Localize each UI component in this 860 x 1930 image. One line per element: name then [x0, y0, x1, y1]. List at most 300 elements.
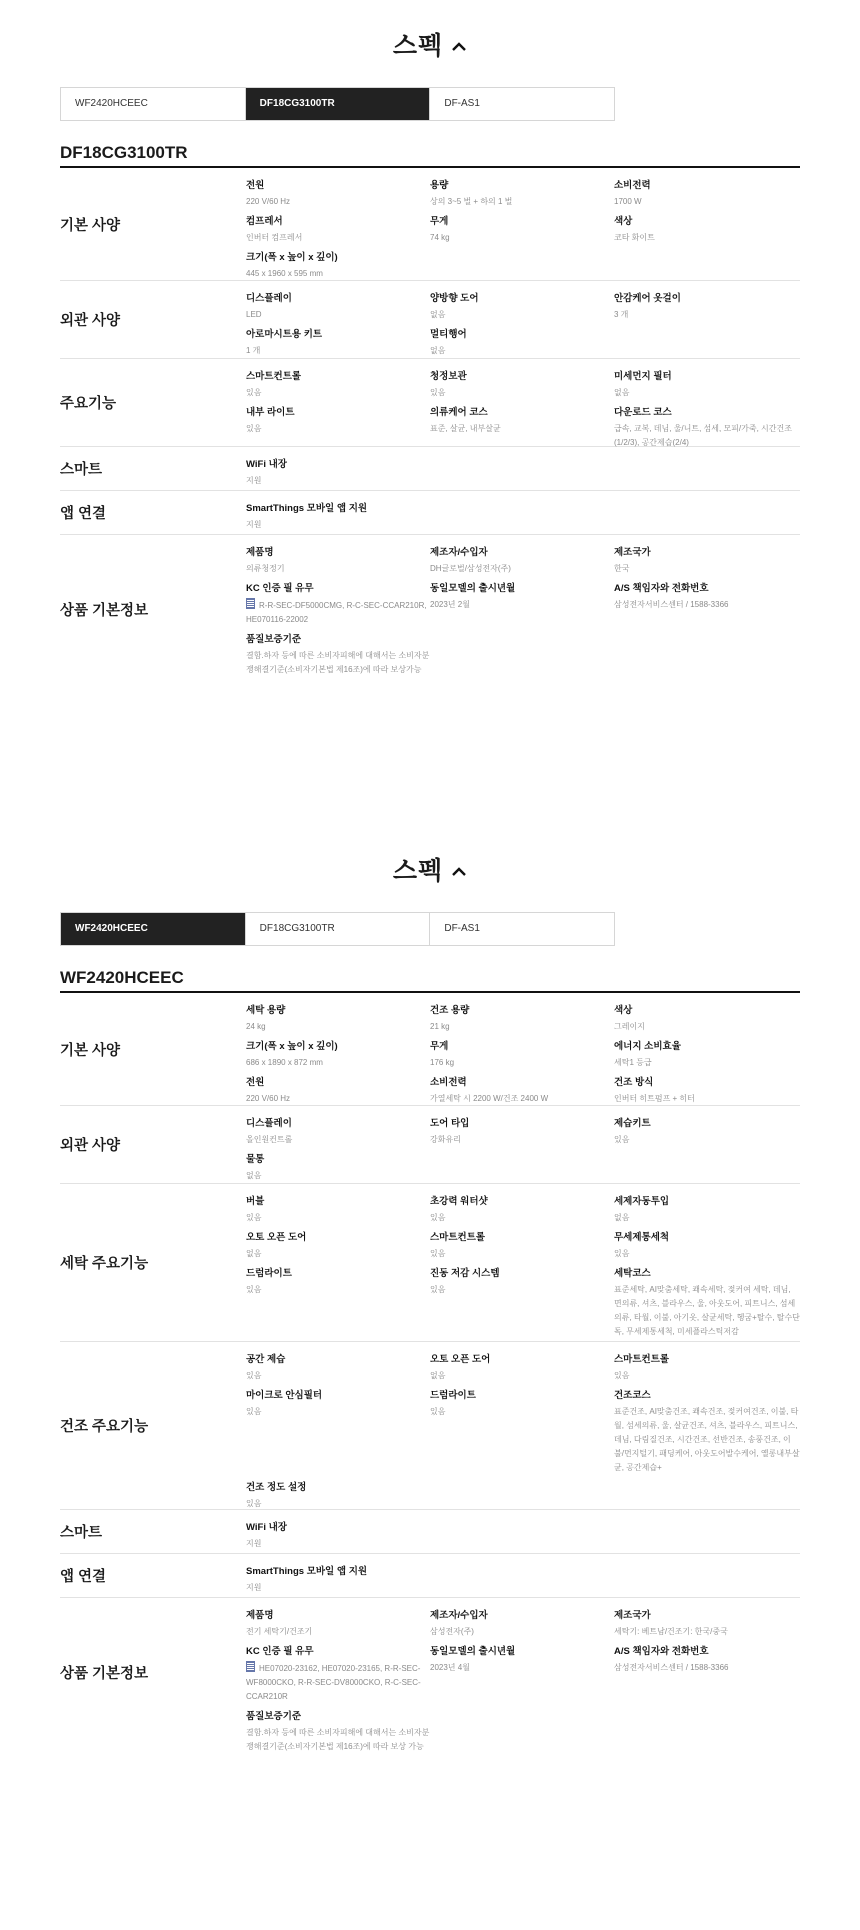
spec-item-value: [614, 598, 800, 612]
spec-item-value-text: 220 V/60 Hz: [246, 197, 291, 206]
spec-item-key: 마이크로 안심필터: [246, 1390, 323, 1401]
spec-item-key: 컴프레서: [246, 216, 283, 227]
spec-item-value-text: 없음: [246, 1171, 262, 1180]
spec-group: [60, 491, 800, 535]
spec-item: [246, 1389, 430, 1481]
spec-item: [614, 215, 800, 251]
model-tabs: [60, 87, 615, 121]
spec-group: [60, 168, 800, 281]
spec-item-key: 건조 정도 설정: [246, 1482, 307, 1493]
spec-item-key: 물통: [246, 1154, 265, 1165]
spec-item-key: 스마트컨트롤: [246, 371, 302, 382]
spec-item-key: 색상: [614, 1005, 633, 1016]
spec-item-key: SmartThings 모바일 앱 지원: [246, 1566, 368, 1577]
spec-item-key: 스마트컨트롤: [614, 1354, 670, 1365]
spec-item-value: [430, 231, 614, 245]
spec-item-value-text: 24 kg: [246, 1022, 266, 1031]
spec-item: [430, 582, 614, 633]
spec-item: [246, 1710, 430, 1760]
spec-item-value: [246, 1369, 430, 1383]
spec-item-value: [246, 1405, 430, 1419]
spec-item-key: 진동 저감 시스템: [430, 1268, 500, 1279]
spec-item-key: 무게: [430, 216, 449, 227]
spec-item-value: [246, 422, 430, 436]
spec-item: [614, 1645, 800, 1710]
tab-df-as1[interactable]: DF-AS1: [444, 923, 480, 934]
spec-item-value: [614, 562, 800, 576]
spec-item-value: [430, 195, 614, 209]
spec-item-value: [614, 308, 800, 322]
spec-item: [614, 1004, 800, 1040]
spec-item-key: 오토 오픈 도어: [246, 1232, 307, 1243]
spec-item-value: [246, 1056, 430, 1070]
spec-item-value-text: 삼성전자(주): [430, 1627, 474, 1636]
spec-item-key: 건조 방식: [614, 1077, 654, 1088]
spec-item-value-text: 있음: [430, 1285, 446, 1294]
spec-item-grid: [246, 1342, 800, 1509]
spec-item-value-text: DH글로벌/삼성전자(주): [430, 564, 511, 573]
spec-item-key: 동일모델의 출시년월: [430, 583, 516, 594]
spec-item: [430, 1004, 614, 1040]
spec-item-value: [246, 1497, 430, 1511]
spec-group-label: 앱 연결: [60, 506, 107, 522]
spec-item: [430, 1231, 614, 1267]
spec-item: [614, 582, 800, 633]
spec-item-value: [614, 231, 800, 245]
spec-group: [60, 1554, 800, 1598]
spec-item-value: [430, 1625, 614, 1639]
spec-item-value: [246, 386, 430, 400]
spec-item-key: 소비전력: [614, 180, 651, 191]
spec-group: [60, 1510, 800, 1554]
spec-group: [60, 281, 800, 359]
spec-item: [430, 1609, 614, 1645]
spec-item-key: WiFi 내장: [246, 459, 287, 470]
spec-item-value-text: 있음: [614, 1249, 630, 1258]
spec-item-value: [430, 1283, 614, 1297]
spec-item-value-text: 있음: [246, 1371, 262, 1380]
spec-item: [614, 1389, 800, 1481]
spec-item-key: 품질보증기준: [246, 1711, 302, 1722]
spec-item-value-text: 코타 화이트: [614, 233, 655, 242]
spec-item-value: [246, 1283, 430, 1297]
spec-item-value: [246, 1020, 430, 1034]
spec-item: [614, 1195, 800, 1231]
spec-item-key: A/S 책임자와 전화번호: [614, 1646, 709, 1657]
spec-item: [246, 1645, 430, 1710]
spec-item-value-text: 강화유리: [430, 1135, 461, 1144]
spec-item-key: 청정보관: [430, 371, 467, 382]
spec-title-text: 스펙: [392, 32, 444, 60]
spec-item-value-text: 있음: [246, 1213, 262, 1222]
spec-group-label: 외관 사양: [60, 313, 121, 329]
spec-item-key: 크기(폭 x 높이 x 깊이): [246, 1041, 338, 1052]
spec-item-value: [430, 562, 614, 576]
spec-item: [246, 179, 430, 215]
spec-item-value-text: 1 개: [246, 346, 261, 355]
spec-item-value-text: 있음: [246, 1285, 262, 1294]
spec-item-key: KC 인증 필 유무: [246, 583, 314, 594]
spec-item-key: 색상: [614, 216, 633, 227]
spec-item-key: 무게: [430, 1041, 449, 1052]
spec-item-value-text: 세탁1 등급: [614, 1058, 652, 1067]
spec-item-value-text: 있음: [246, 388, 262, 397]
spec-item-value: [614, 386, 800, 400]
spec-item-value-text: 한국: [614, 564, 630, 573]
spec-item-value-text: LED: [246, 310, 262, 319]
spec-item-value: [614, 1369, 800, 1383]
spec-item-value-text: 220 V/60 Hz: [246, 1094, 291, 1103]
spec-item-value: [246, 562, 430, 576]
spec-item-value: [430, 1405, 614, 1419]
spec-item-grid: [246, 1598, 800, 1751]
spec-item-value: [614, 1092, 800, 1106]
spec-item: [614, 1609, 800, 1645]
spec-item-key: 아로마시트용 키트: [246, 329, 323, 340]
spec-item-value-text: 삼성전자서비스센터 / 1588-3366: [614, 600, 729, 609]
spec-group: [60, 1184, 800, 1342]
spec-item: [246, 546, 430, 582]
spec-item-value-text: 결함.하자 등에 따른 소비자피해에 대해서는 소비자분쟁해결기준(소비자기본법 제16조)에 따라 보상가능: [246, 651, 430, 674]
spec-group-label: 건조 주요기능: [60, 1419, 149, 1435]
tab-wf2420hceec[interactable]: WF2420HCEEC: [61, 88, 246, 120]
spec-item-key: 제품명: [246, 547, 274, 558]
spec-item-value-text: 2023년 4월: [430, 1663, 470, 1672]
spec-item-value: [430, 1661, 614, 1675]
spec-item-value-text: 있음: [614, 1135, 630, 1144]
spec-item-value: [246, 1625, 430, 1639]
spec-item: [246, 292, 430, 328]
tab-df18cg3100tr[interactable]: DF18CG3100TR: [246, 88, 431, 120]
spec-item-key: 품질보증기준: [246, 634, 302, 645]
spec-item: [614, 179, 800, 215]
spec-item-value: [246, 1726, 430, 1754]
spec-item-key: 세제자동투입: [614, 1196, 670, 1207]
spec-item-value: [614, 1625, 800, 1639]
spec-item-key: 제조자/수입자: [430, 1610, 488, 1621]
spec-item-value-text: 표준, 살균, 내부살균: [430, 424, 501, 433]
spec-item-value-text: 있음: [614, 1371, 630, 1380]
spec-group: [60, 447, 800, 491]
spec-group-label: 세탁 주요기능: [60, 1256, 149, 1272]
spec-item-key: 제조자/수입자: [430, 547, 488, 558]
spec-item-value: [246, 231, 430, 245]
spec-item-value: [430, 1211, 614, 1225]
spec-item-key: 미세먼지 필터: [614, 371, 672, 382]
spec-item: [430, 1040, 614, 1076]
spec-item-key: 도어 타입: [430, 1118, 470, 1129]
spec-item-value: [246, 267, 430, 281]
spec-item-value: [430, 1020, 614, 1034]
spec-group-label: 앱 연결: [60, 1569, 107, 1585]
spec-item-value-text: 인버터 히트펌프 + 히터: [614, 1094, 695, 1103]
spec-item-value-text: 없음: [430, 310, 446, 319]
spec-item-grid: [246, 993, 800, 1105]
tab-df-as1[interactable]: DF-AS1: [444, 98, 480, 109]
spec-item-key: 공간 제습: [246, 1354, 286, 1365]
spec-group-label: 상품 기본정보: [60, 602, 149, 619]
spec-item-key: 제조국가: [614, 1610, 651, 1621]
spec-item: [430, 215, 614, 251]
spec-item-value-text: 그레이지: [614, 1022, 645, 1031]
spec-item-value: [246, 195, 430, 209]
spec-item-value: [614, 1056, 800, 1070]
spec-item-value-text: 삼성전자서비스센터 / 1588-3366: [614, 1663, 729, 1672]
spec-item-value-text: 686 x 1890 x 872 mm: [246, 1058, 323, 1067]
spec-group: [60, 535, 800, 683]
spec-item-value-text: 있음: [430, 1249, 446, 1258]
spec-item-key: 세탁코스: [614, 1268, 651, 1279]
spec-title[interactable]: [0, 825, 860, 885]
spec-item: [614, 1231, 800, 1267]
spec-item: [614, 292, 800, 328]
spec-item-value: [614, 1020, 800, 1034]
spec-item-value-text: 전기 세탁기/건조기: [246, 1627, 313, 1636]
spec-item-value-text: 21 kg: [430, 1022, 450, 1031]
spec-item-grid: [246, 281, 800, 358]
spec-item-key: 드럼라이트: [246, 1268, 292, 1279]
spec-item-value: [614, 1405, 800, 1475]
spec-item-value: [430, 386, 614, 400]
spec-item-value-text: 1700 W: [614, 197, 642, 206]
spec-item: [246, 1353, 430, 1389]
spec-item-value-text: 지원: [246, 476, 262, 485]
spec-item-value: [614, 1661, 800, 1675]
spec-group: [60, 359, 800, 447]
spec-item-value-text: 가열세탁 시 2200 W/건조 2400 W: [430, 1094, 549, 1103]
spec-group: [60, 993, 800, 1106]
spec-item-key: KC 인증 필 유무: [246, 1646, 314, 1657]
spec-item: [246, 458, 430, 494]
spec-item-key: 초강력 워터샷: [430, 1196, 488, 1207]
spec-item-grid: [246, 447, 800, 490]
spec-group-label: 주요기능: [60, 396, 117, 412]
spec-item-key: 드럼라이트: [430, 1390, 476, 1401]
spec-item-value-text: 인버터 컴프레서: [246, 233, 303, 242]
spec-group-label: 상품 기본정보: [60, 1665, 149, 1682]
spec-item: [614, 370, 800, 406]
spec-item-value-text: 74 kg: [430, 233, 450, 242]
spec-item-grid: [246, 1106, 800, 1183]
spec-item-value: [246, 1247, 430, 1261]
model-tabs: [60, 912, 615, 946]
spec-item-value-text: 지원: [246, 1583, 262, 1592]
spec-item: [246, 1117, 430, 1153]
spec-item: [246, 502, 430, 538]
spec-item-value: [246, 649, 430, 677]
spec-item-value: [430, 1133, 614, 1147]
spec-item-value: [246, 1169, 430, 1183]
spec-item-value: [430, 1092, 614, 1106]
spec-item-value-text: 지원: [246, 520, 262, 529]
spec-item-value-text: HE07020-23162, HE07020-23165, R-R-SEC-WF8000CKO, R-R-SEC-DV8000CKO, R-C-SEC-CCAR210R: [246, 1664, 421, 1701]
spec-item-value-text: R-R-SEC-DF5000CMG, R-C-SEC-CCAR210R, HE070116-22002: [246, 601, 427, 624]
spec-title[interactable]: [0, 0, 860, 60]
kc-certification-icon: [246, 598, 255, 609]
spec-item-value-text: 올인원컨트롤: [246, 1135, 293, 1144]
spec-item-key: 디스플레이: [246, 1118, 292, 1129]
spec-item-value: [246, 598, 430, 627]
spec-item-key: 내부 라이트: [246, 407, 295, 418]
chevron-up-icon: [451, 867, 467, 877]
spec-item-value-text: 없음: [614, 1213, 630, 1222]
spec-item-value-text: 445 x 1960 x 595 mm: [246, 269, 323, 278]
spec-item-value-text: 급속, 교복, 데님, 울/니트, 섬세, 모피/가죽, 시간건조(1/2/3), 공간제습(2/4): [614, 424, 792, 447]
spec-item: [614, 546, 800, 582]
tab-df18cg3100tr[interactable]: DF18CG3100TR: [246, 913, 431, 945]
spec-section-df18cg3100tr: [0, 0, 860, 825]
spec-item-value-text: 없음: [246, 1249, 262, 1258]
spec-item-key: 스마트컨트롤: [430, 1232, 486, 1243]
spec-item-key: 전원: [246, 180, 265, 191]
spec-item: [246, 370, 430, 406]
spec-item: [430, 546, 614, 582]
spec-item-value: [614, 1133, 800, 1147]
spec-item-key: 제품명: [246, 1610, 274, 1621]
spec-item: [246, 215, 430, 251]
spec-item-value: [430, 598, 614, 612]
spec-item-key: 용량: [430, 180, 449, 191]
spec-item-key: 소비전력: [430, 1077, 467, 1088]
spec-item-value: [430, 1369, 614, 1383]
spec-item: [246, 1004, 430, 1040]
spec-item-value-text: 지원: [246, 1539, 262, 1548]
tab-wf2420hceec[interactable]: WF2420HCEEC: [61, 913, 246, 945]
spec-item-key: 세탁 용량: [246, 1005, 286, 1016]
spec-item-value: [246, 1211, 430, 1225]
spec-item-value: [246, 308, 430, 322]
spec-item-value: [430, 308, 614, 322]
spec-item-value-text: 결함.하자 등에 따른 소비자피해에 대해서는 소비자분쟁해결기준(소비자기본법 제16조)에 따라 보상 가능: [246, 1728, 430, 1751]
spec-item-value: [246, 1661, 430, 1704]
spec-item-value-text: 표준세탁, AI맞춤세탁, 쾌속세탁, 젖커여 세탁, 데님, 면의류, 셔츠, 블라우스, 울, 아웃도어, 피트니스, 섬세의류, 타월, 이불, 아기옷, 살균세탁, 헹굼+탈수, 탈수단독, 무세제통세척, 미세플라스틱저감: [614, 1285, 800, 1336]
kc-certification-icon: [246, 1661, 255, 1672]
spec-item: [246, 1195, 430, 1231]
spec-item-key: 다운로드 코스: [614, 407, 672, 418]
spec-item: [430, 1267, 614, 1345]
spec-item-value: [246, 518, 430, 532]
chevron-up-icon: [451, 42, 467, 52]
model-name: WF2420HCEEC: [60, 968, 184, 987]
spec-item-value-text: 3 개: [614, 310, 629, 319]
spec-item: [246, 582, 430, 633]
spec-group-label: 기본 사양: [60, 1042, 121, 1059]
spec-item-value-text: 없음: [430, 346, 446, 355]
spec-item-value: [430, 422, 614, 436]
spec-item: [614, 1117, 800, 1153]
spec-item-key: 디스플레이: [246, 293, 292, 304]
spec-item-value: [246, 474, 430, 488]
spec-item-key: A/S 책임자와 전화번호: [614, 583, 709, 594]
spec-item-value-text: 없음: [430, 1371, 446, 1380]
spec-item-value: [614, 422, 800, 450]
spec-item-key: 제습키트: [614, 1118, 651, 1129]
spec-item-key: 건조코스: [614, 1390, 651, 1401]
spec-item-key: 의류케어 코스: [430, 407, 488, 418]
spec-item-value: [246, 1537, 430, 1551]
spec-item-key: 안감케어 옷걸이: [614, 293, 681, 304]
spec-item-grid: [246, 491, 800, 534]
spec-item-grid: [246, 535, 800, 683]
spec-group: [60, 1106, 800, 1184]
spec-item-value-text: 세탁기: 베트남/건조기: 한국/중국: [614, 1627, 728, 1636]
spec-group-label: 기본 사양: [60, 217, 121, 234]
spec-item-grid: [246, 1510, 800, 1553]
spec-item-value-text: 있음: [246, 424, 262, 433]
spec-item-value: [246, 1581, 430, 1595]
spec-item-key: 크기(폭 x 높이 x 깊이): [246, 252, 338, 263]
spec-item: [246, 1267, 430, 1345]
spec-item-grid: [246, 1184, 800, 1341]
spec-item-value: [246, 1133, 430, 1147]
spec-item: [614, 1040, 800, 1076]
spec-item-value-text: 의류청정기: [246, 564, 285, 573]
spec-item-value: [430, 1056, 614, 1070]
spec-item-grid: [246, 359, 800, 446]
spec-section-wf2420hceec: [0, 825, 860, 1930]
spec-item: [430, 1117, 614, 1153]
spec-item-key: 멀티행어: [430, 329, 467, 340]
spec-group: [60, 1342, 800, 1510]
spec-item-key: 건조 용량: [430, 1005, 470, 1016]
spec-item-value-text: 있음: [430, 1213, 446, 1222]
spec-item-value: [614, 1247, 800, 1261]
spec-item: [430, 179, 614, 215]
spec-groups: [60, 168, 800, 683]
spec-item-value-text: 없음: [614, 388, 630, 397]
spec-item-key: 전원: [246, 1077, 265, 1088]
spec-item-key: 버블: [246, 1196, 265, 1207]
spec-item-grid: [246, 168, 800, 280]
spec-item-key: 동일모델의 출시년월: [430, 1646, 516, 1657]
spec-title-text: 스펙: [392, 857, 444, 885]
spec-item: [614, 1353, 800, 1389]
spec-item-key: SmartThings 모바일 앱 지원: [246, 503, 368, 514]
spec-item-value: [246, 344, 430, 358]
spec-item: [246, 1565, 430, 1601]
spec-item-value: [614, 195, 800, 209]
spec-item: [246, 1521, 430, 1557]
spec-item: [246, 1040, 430, 1076]
spec-item-value-text: 176 kg: [430, 1058, 455, 1067]
spec-item-value-text: 있음: [430, 1407, 446, 1416]
spec-item-value: [430, 344, 614, 358]
spec-item: [430, 1195, 614, 1231]
spec-item-key: 제조국가: [614, 547, 651, 558]
spec-item: [614, 1267, 800, 1345]
spec-item: [246, 633, 430, 683]
spec-item: [430, 1645, 614, 1710]
spec-item: [246, 1609, 430, 1645]
model-name: DF18CG3100TR: [60, 143, 188, 162]
spec-group-label: 스마트: [60, 462, 103, 478]
spec-item-value: [246, 1092, 430, 1106]
spec-item-key: 오토 오픈 도어: [430, 1354, 491, 1365]
spec-item-value: [430, 1247, 614, 1261]
spec-item: [430, 292, 614, 328]
spec-item-key: 양방향 도어: [430, 293, 479, 304]
spec-item-grid: [246, 1554, 800, 1597]
spec-item-value: [614, 1211, 800, 1225]
spec-item-key: 에너지 소비효율: [614, 1041, 681, 1052]
spec-item: [246, 1231, 430, 1267]
spec-group: [60, 1598, 800, 1751]
spec-item: [430, 370, 614, 406]
spec-item-value-text: 있음: [246, 1499, 262, 1508]
spec-group-label: 스마트: [60, 1525, 103, 1541]
spec-item-key: 무세제통세척: [614, 1232, 670, 1243]
spec-groups: [60, 993, 800, 1751]
